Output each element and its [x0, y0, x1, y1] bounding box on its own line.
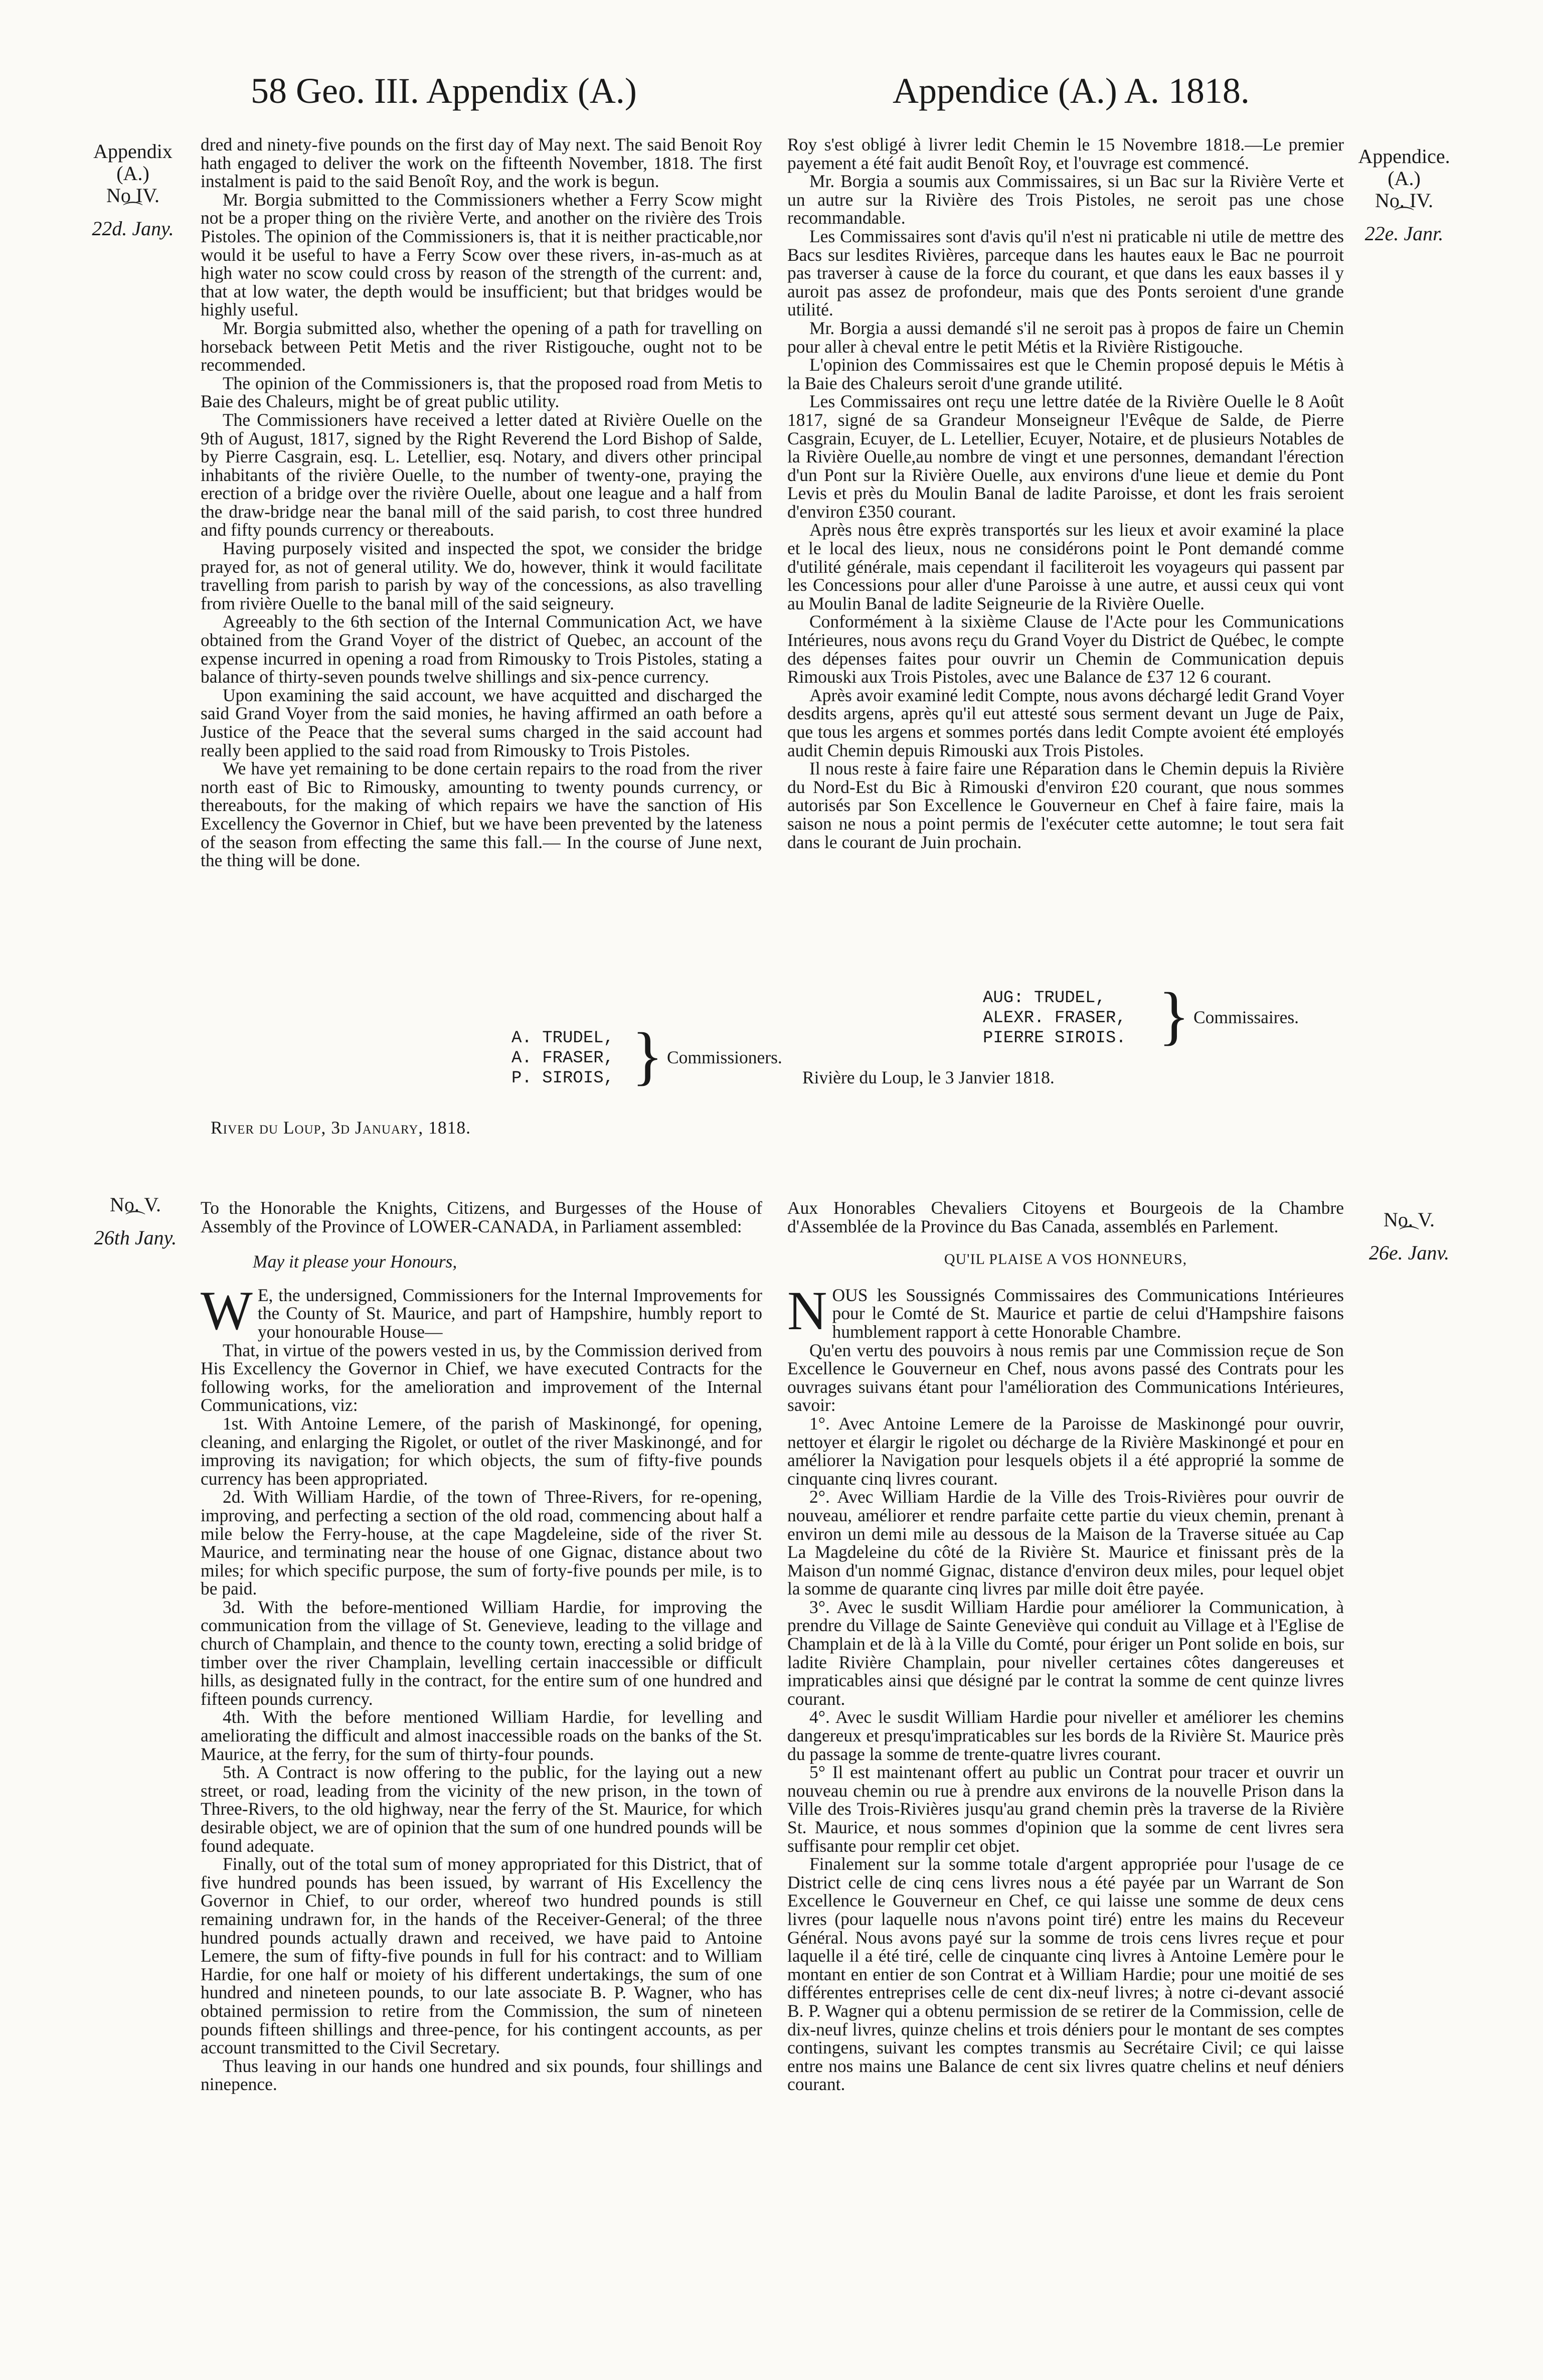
- place-date: River du Loup, 3d January, 1818.: [211, 1118, 471, 1138]
- margin-note-right-bottom: [1364, 1209, 1454, 1264]
- signer: A. FRASER,: [511, 1049, 614, 1068]
- bottom-french-column: [787, 1199, 1344, 2094]
- salutation: QU'IL PLAISE A VOS HONNEURS,: [944, 1251, 1187, 1268]
- brace-icon: ⌒: [123, 201, 143, 223]
- paragraph: Finally, out of the total sum of money appropriated for this District, that of five hundred pounds has been issued, by warrant of His Excellency the Governor in Chief, to our order, whereof two hundred pounds is still remaining undrawn for, in the hands of the Receiver-General; of the three hundred pounds actually drawn and received, we have paid to Antoine Lemere, the sum of fifty-five pounds in full for his contract: and to William Hardie, for one half or moiety of his different undertakings, the sum of one hundred and nineteen pounds, to our late associate B. P. Wagner, who has obtained permission to retire from the Commission, the sum of nineteen pounds fifteen shillings and three-pence, for his contingent accounts, as per account transmitted to the Civil Secretary.: [201, 1854, 762, 2058]
- salutation: May it please your Honours,: [253, 1251, 457, 1272]
- signer: P. SIROIS,: [511, 1069, 614, 1088]
- drop-cap: W: [201, 1280, 253, 1341]
- margin-date: 26th Jany.: [94, 1226, 177, 1249]
- brace-icon: ⌒: [1399, 1225, 1419, 1247]
- bottom-english-column: [201, 1199, 762, 2094]
- paragraph: Mr. Borgia submitted also, whether the opening of a path for travelling on horseback between Petit Metis and the river Ristigouche, ought not to be recommended.: [201, 318, 762, 375]
- paragraph: Après nous être exprès transportés sur les lieux et avoir examiné la place et le local des lieux, nous ne considérons point le Pont demandé comme d'utilité générale, mais cependant il faciliteroit les voyageurs qui passent par les Concessions pour aller d'une Paroisse à une autre, et aussi ceux qui vont au Moulin Banal de ladite Seigneurie de la Rivière Ouelle.: [787, 520, 1344, 613]
- signer: ALEXR. FRASER,: [983, 1009, 1126, 1028]
- paragraph: 4th. With the before mentioned William Hardie, for levelling and ameliorating the difficult and almost inaccessible roads on the banks of the St. Maurice, at the ferry, for the sum of thirty-four pounds.: [201, 1707, 762, 1764]
- paragraph: 3°. Avec le susdit William Hardie pour améliorer la Communication, à prendre du Village de Sainte Geneviève qui conduit au Village et à l'Eglise de Champlain et de là à la Ville du Comté, pour ériger un Pont solide en bois, sur ladite Rivière Champlain, pour niveller certaines côtes dangereuses et impraticables ainsi que désigné par le contrat la somme de cent quinze livres courant.: [787, 1597, 1344, 1709]
- margin-date: 22d. Jany.: [92, 217, 174, 240]
- brace-icon: }: [632, 1020, 663, 1092]
- signers-role: Commissioners.: [667, 1047, 782, 1067]
- brace-icon: ⌒: [1394, 206, 1414, 228]
- page-header-right: Appendice (A.) A. 1818.: [893, 71, 1250, 111]
- paragraph: Conformément à la sixième Clause de l'Acte pour les Communications Intérieures, nous avons reçu du Grand Voyer du District de Québec, le compte des dépenses faites pour ouvrir un Chemin de Communication depuis Rimouski aux Trois Pistoles, avec une Balance de £37 12 6 courant.: [787, 611, 1344, 687]
- paragraph: 5° Il est maintenant offert au public un Contrat pour tracer et ouvrir un nouveau chemin ou rue à prendre aux environs de la nouvelle Prison dans la Ville des Trois-Rivières jusqu'au grand chemin près la traverse de la Rivière St. Maurice, et nous sommes d'opinion que la somme de cent livres sera suffisante pour remplir cet objet.: [787, 1762, 1344, 1856]
- brace-icon: }: [1158, 980, 1190, 1052]
- place-date: Rivière du Loup, le 3 Janvier 1818.: [802, 1067, 1055, 1087]
- paragraph: Agreeably to the 6th section of the Internal Communication Act, we have obtained from the Grand Voyer of the district of Quebec, an account of the expense incurred in opening a road from Rimousky to Trois Pistoles, stating a balance of thirty-seven pounds twelve shillings and six-pence currency.: [201, 611, 762, 687]
- margin-note-left-bottom: [90, 1194, 181, 1249]
- paragraph: 4°. Avec le susdit William Hardie pour niveller et améliorer les chemins dangereux et presqu'impraticables sur les bords de la Rivière St. Maurice près du passage la somme de trente-quatre livres courant.: [787, 1707, 1344, 1764]
- paragraph: 2d. With William Hardie, of the town of Three-Rivers, for re-opening, improving, and perfecting a section of the old road, commencing about half a mile below the Ferry-house, at the cape Magdeleine, side of the river St. Maurice, and terminating near the house of one Gignac, distance about two miles; for which specific purpose, the sum of forty-five pounds per mile, is to be paid.: [201, 1487, 762, 1599]
- margin-date: 26e. Janv.: [1368, 1241, 1450, 1264]
- paragraph: We have yet remaining to be done certain repairs to the road from the river north east of Bic to Rimousky, amounting to twenty pounds currency, or thereabouts, for the making of which repairs we have the sanction of His Excellency the Governor in Chief, but we have been prevented by the lateness of the season from effecting the same this fall.— In the course of June next, the thing will be done.: [201, 758, 762, 871]
- paragraph: 1st. With Antoine Lemere, of the parish of Maskinongé, for opening, cleaning, and enlarging the Rigolet, or outlet of the river Maskinongé, and for improving its navigation; for which objects, the sum of fifty-five pounds currency has been appropriated.: [201, 1413, 762, 1489]
- paragraph: 1°. Avec Antoine Lemere de la Paroisse de Maskinongé pour ouvrir, nettoyer et élargir le rigolet ou décharge de la Rivière Maskinongé et pour en améliorer la Navigation pour lesquels objets il a été approprié la somme de cinquante cinq livres courant.: [787, 1413, 1344, 1489]
- margin-number: No IV.: [106, 184, 159, 207]
- paragraph: Les Commissaires sont d'avis qu'il n'est ni praticable ni utile de mettre des Bacs sur lesdites Rivières, parceque dans les hautes eaux le Bac ne pourroit pas traverser à cause de la force du courant, et que dans les eaux basses il y auroit pas assez de profondeur, mais que des Ponts seroient d'une grande utilité.: [787, 226, 1344, 320]
- signer: A. TRUDEL,: [511, 1029, 614, 1048]
- paragraph: Having purposely visited and inspected the spot, we consider the bridge prayed for, as not of general utility. We do, however, think it would facilitate travelling from parish to parish by way of the concessions, as also travelling from rivière Ouelle to the banal mill of the said seigneury.: [201, 538, 762, 613]
- paragraph: Mr. Borgia a aussi demandé s'il ne seroit pas à propos de faire un Chemin pour aller à cheval entre le petit Métis et la Rivière Ristigouche.: [787, 318, 1344, 357]
- signer: AUG: TRUDEL,: [983, 989, 1106, 1008]
- margin-date: 22e. Janr.: [1364, 222, 1444, 245]
- french-signature-block: [983, 988, 1173, 1048]
- paragraph: Après avoir examiné ledit Compte, nous avons déchargé ledit Grand Voyer desdits argens, après qu'il eut attesté sous serment devant un Juge de Paix, que tous les argens et sommes portés dans ledit Compte avoient été employés audit Chemin depuis Rimouski aux Trois Pistoles.: [787, 685, 1344, 760]
- margin-number: No. V.: [110, 1193, 161, 1216]
- address: To the Honorable the Knights, Citizens, and Burgesses of the House of Assembly of the Province of LOWER-CANADA, in Parliament assembled:: [201, 1198, 762, 1236]
- margin-number: No. V.: [1384, 1208, 1435, 1231]
- page-header-left: 58 Geo. III. Appendix (A.): [251, 71, 637, 111]
- paragraph: The Commissioners have received a letter dated at Rivière Ouelle on the 9th of August, 1817, signed by the Right Reverend the Lord Bishop of Salde, by Pierre Casgrain, esq. L. Letellier, esq. Notary, and divers other principal inhabitants of the rivière Ouelle, to the number of twenty-one, praying the erection of a bridge over the rivière Ouelle, about one league and a half from the draw-bridge near the banal mill of the said parish, to cost three hundred and fifty pounds currency or thereabouts.: [201, 409, 762, 540]
- margin-appendix-letter: (A.): [116, 162, 149, 185]
- brace-icon: ⌒: [125, 1210, 145, 1232]
- paragraph: Thus leaving in our hands one hundred and six pounds, four shillings and ninepence.: [201, 2055, 762, 2095]
- paragraph: Finalement sur la somme totale d'argent appropriée pour l'usage de ce District celle de cinq cens livres nous a été payée par un Warrant de Son Excellence le Gouverneur en Chef, ce qui laisse une somme de deux cens livres (pour laquelle nous n'avons point tiré) entre les mains du Receveur Général. Nous avons payé sur la somme de trois cens livres reçue et pour laquelle il a été tiré, celle de cinquante cinq livres à Antoine Lemère pour le montant en entier de son Contrat et à William Hardie; pour une moitié de ses différentes entreprises celle de cent dix-neuf livres; à notre ci-devant associé B. P. Wagner qui a obtenu permission de se retirer de la Commission, celle de dix-neuf livres, quinze chelins et trois déniers pour le montant de ses comptes contingens, suivant les comptes transmis au Secrétaire Civil; ce qui laisse entre nos mains une Balance de cent six livres quatre chelins et neuf déniers courant.: [787, 1854, 1344, 2095]
- address: Aux Honorables Chevaliers Citoyens et Bourgeois de la Chambre d'Assemblée de la Province du Bas Canada, assemblés en Parlement.: [787, 1198, 1344, 1236]
- paragraph: 2°. Avec William Hardie de la Ville des Trois-Rivières pour ouvrir de nouveau, améliorer et rendre parfaite cette partie du vieux chemin, prenant à environ un demi mile au dessous de la Maison de la Traverse située au Cap La Magdeleine du côté de la Rivière St. Maurice et finissant près de la Maison d'un nommé Gignac, distance d'environ deux miles, pour lequel objet la somme de quarante cinq livres par mille doit être payée.: [787, 1487, 1344, 1599]
- margin-appendice-letter: (A.): [1388, 167, 1421, 190]
- paragraph: That, in virtue of the powers vested in us, by the Commission derived from His Excellency the Governor in Chief, we have executed Contracts for the following works, for the amelioration and improvement of the Internal Communications, viz:: [201, 1340, 762, 1415]
- paragraph: Les Commissaires ont reçu une lettre datée de la Rivière Ouelle le 8 Août 1817, signé de sa Grandeur Monseigneur l'Evêque de Salde, de Pierre Casgrain, Ecuyer, de L. Letellier, Ecuyer, Notaire, et de plusieurs Notables de la Rivière Ouelle,au nombre de vingt et une personnes, demandant l'érection d'un Pont sur la Rivière Ouelle, aux environs d'une lieue et demie du Pont Levis et près du Moulin Banal de ladite Paroisse, et dont les frais seroient d'environ £350 courant.: [787, 391, 1344, 522]
- paragraph-text: OUS les Soussignés Commissaires des Communications Intérieures pour le Comté de St. Maurice et partie de celui d'Hampshire faisons humblement rapport à cette Honorable Chambre.: [832, 1285, 1344, 1342]
- top-french-column: [787, 135, 1344, 851]
- signers-role: Commissaires.: [1193, 1007, 1299, 1027]
- paragraph: L'opinion des Commissaires est que le Chemin proposé depuis le Métis à la Baie des Chaleurs seroit d'une grande utilité.: [787, 355, 1344, 393]
- paragraph: Qu'en vertu des pouvoirs à nous remis par une Commission reçue de Son Excellence le Gouverneur en Chef, nous avons passé des Contrats pour les ouvrages suivans étant pour l'amélioration des Communications Intérieures, savoir:: [787, 1340, 1344, 1415]
- paragraph: Il nous reste à faire faire une Réparation dans le Chemin depuis la Rivière du Nord-Est du Bic à Rimouski d'environ £20 courant, que nous sommes autorisés par Son Excellence le Gouverneur en Chef à faire faire, mais la saison ne nous a point permis de l'exécuter cette automne; le tout sera fait dans le courant de Juin prochain.: [787, 758, 1344, 852]
- paragraph: dred and ninety-five pounds on the first day of May next. The said Benoit Roy hath engaged to deliver the work on the fifteenth November, 1818. The first instalment is paid to the said Benoît Roy, and the work is begun.: [201, 134, 762, 192]
- margin-number: No. IV.: [1375, 189, 1433, 212]
- margin-appendix: Appendix: [93, 140, 173, 163]
- top-english-column: [201, 135, 762, 870]
- paragraph: Mr. Borgia submitted to the Commissioners whether a Ferry Scow might not be a proper thing on the rivière Verte, and another on the rivière des Trois Pistoles. The opinion of the Commissioners is, that it is neither practicable,nor would it be useful to have a Ferry Scow over these rivers, in-as-much as at high water no scow could cross by reason of the strength of the current: and, that at low water, the depth would be insufficient; but that bridges would be highly useful.: [201, 189, 762, 320]
- paragraph: 3d. With the before-mentioned William Hardie, for improving the communication from the village of St. Genevieve, leading to the village and church of Champlain, and thence to the county town, erecting a solid bridge of timber over the river Champlain, levelling certain inaccessible or difficult hills, as designated fully in the contract, for the entire sum of one hundred and fifteen pounds currency.: [201, 1597, 762, 1709]
- paragraph: Upon examining the said account, we have acquitted and discharged the said Grand Voyer from the said monies, he having affirmed an oath before a Justice of the Peace that the several sums charged in the said account had really been applied to the said road from Rimousky to Trois Pistoles.: [201, 685, 762, 760]
- drop-cap: N: [787, 1280, 827, 1341]
- signer: PIERRE SIROIS.: [983, 1029, 1126, 1048]
- opening-paragraph: [201, 1280, 762, 1342]
- margin-note-right-top: [1354, 145, 1454, 245]
- margin-appendice: Appendice.: [1358, 145, 1450, 168]
- paragraph: The opinion of the Commissioners is, that the proposed road from Metis to Baie des Chaleurs, might be of great public utility.: [201, 373, 762, 412]
- paragraph: 5th. A Contract is now offering to the public, for the laying out a new street, or road, leading from the vicinity of the new prison, in the town of Three-Rivers, to the old highway, near the ferry of the St. Maurice, for which desirable object, we are of opinion that the sum of one hundred pounds will be found adequate.: [201, 1762, 762, 1856]
- paragraph: Mr. Borgia a soumis aux Commissaires, si un Bac sur la Rivière Verte et un autre sur la Rivière des Trois Pistoles, ne seroit pas une chose recommandable.: [787, 171, 1344, 228]
- paragraph-text: E, the undersigned, Commissioners for the Internal Improvements for the County of St. Maurice, and part of Hampshire, humbly report to your honourable House—: [257, 1285, 762, 1342]
- margin-note-left-top: [85, 140, 181, 240]
- paragraph: Roy s'est obligé à livrer ledit Chemin le 15 Novembre 1818.—Le premier payement a été fait audit Benoît Roy, et l'ouvrage est commencé.: [787, 134, 1344, 173]
- opening-paragraph: [787, 1280, 1344, 1342]
